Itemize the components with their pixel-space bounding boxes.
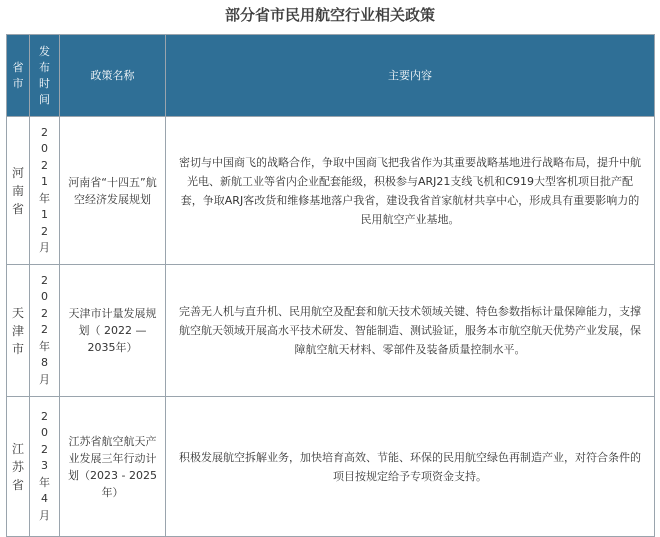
cell-province: 江苏省 bbox=[7, 397, 30, 537]
table-row bbox=[7, 117, 655, 265]
policy-table bbox=[6, 34, 655, 537]
header-date: 发布时间 bbox=[30, 35, 60, 117]
cell-date: 2021年12月 bbox=[30, 117, 60, 265]
table-header-row bbox=[7, 35, 655, 117]
cell-content: 完善无人机与直升机、民用航空及配套和航天技术领域关键、特色参数指标计量保障能力，支撑航空航天领域开展高水平技术研发、智能制造、测试验证，服务本市航空航天优势产业发展，保障航空航天材料、零部件及装备质量控制水平。 bbox=[166, 265, 655, 397]
cell-content: 积极发展航空拆解业务，加快培育高效、节能、环保的民用航空绿色再制造产业，对符合条件的项目按规定给予专项资金支持。 bbox=[166, 397, 655, 537]
cell-date: 2023年4月 bbox=[30, 397, 60, 537]
table-row bbox=[7, 397, 655, 537]
cell-content: 密切与中国商飞的战略合作，争取中国商飞把我省作为其重要战略基地进行战略布局，提升中航光电、新航工业等省内企业配套能级，积极参与ARJ21支线飞机和C919大型客机项目批产配套，争取ARJ客改货和维修基地落户我省，建设我省首家航材共享中心，形成具有重要影响力的民用航空产业基地。 bbox=[166, 117, 655, 265]
page-title: 部分省市民用航空行业相关政策 bbox=[224, 6, 435, 24]
table-row bbox=[7, 265, 655, 397]
header-policy: 政策名称 bbox=[60, 35, 166, 117]
cell-province: 天津市 bbox=[7, 265, 30, 397]
cell-date: 2022年8月 bbox=[30, 265, 60, 397]
header-content: 主要内容 bbox=[166, 35, 655, 117]
cell-policy: 河南省“十四五”航空经济发展规划 bbox=[60, 117, 166, 265]
cell-policy: 江苏省航空航天产业发展三年行动计划（2023 - 2025年） bbox=[60, 397, 166, 537]
header-province: 省市 bbox=[7, 35, 30, 117]
cell-province: 河南省 bbox=[7, 117, 30, 265]
cell-policy: 天津市计量发展规划（ 2022 — 2035年） bbox=[60, 265, 166, 397]
